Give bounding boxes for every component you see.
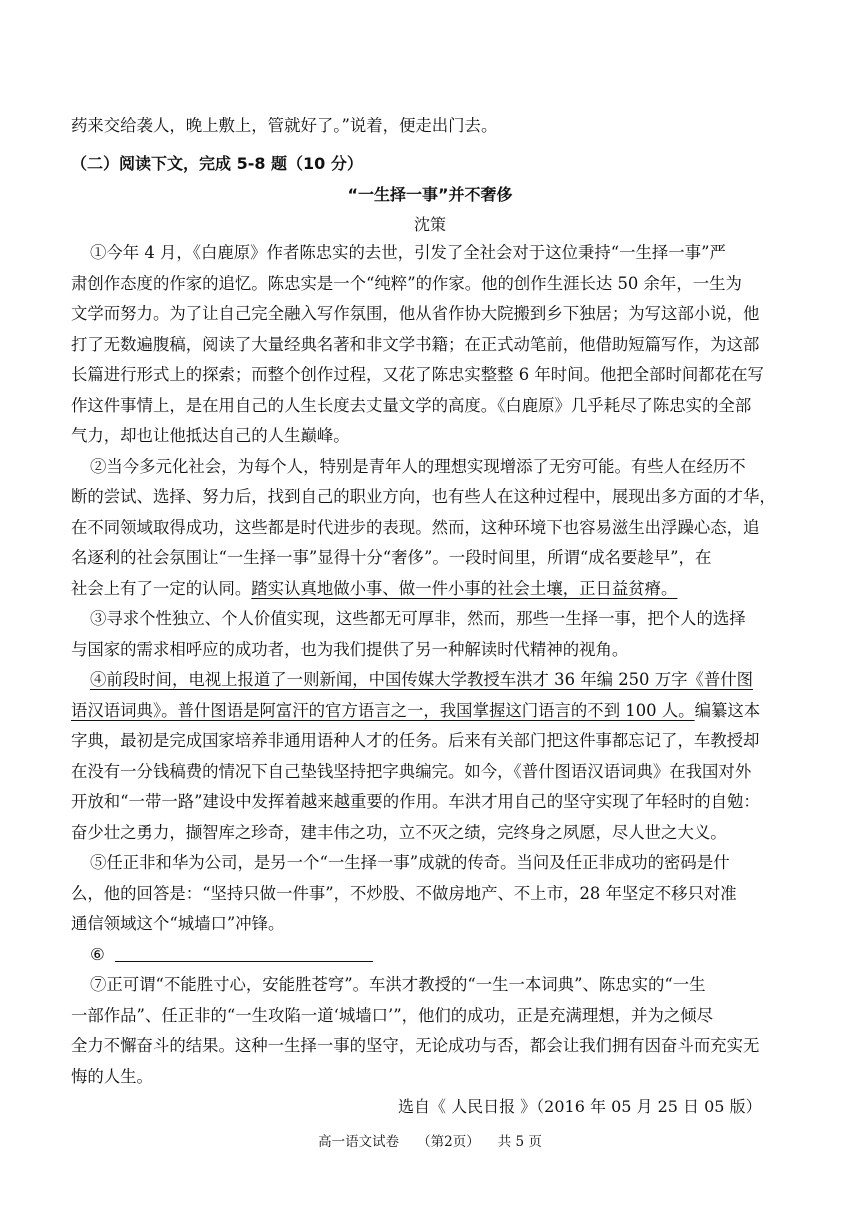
paragraph-7-line: ⑦正可谓“不能胜寸心，安能胜苍穹”。车洪才教授的“一生一本词典”、陈忠实的“一生 bbox=[90, 975, 706, 994]
paragraph-5-line: 么，他的回答是：“坚持只做一件事”，不炒股、不做房地产、不上市，28 年坚定不移只对准 bbox=[71, 884, 737, 903]
paragraph-2-line bbox=[71, 577, 791, 601]
paragraph-1-line: 长篇进行形式上的探索；而整个创作过程，又花了陈忠实整整 6 年时间。他把全部时间都花在写 bbox=[71, 365, 764, 384]
paragraph-1-line: ①今年 4 月，《白鹿原》作者陈忠实的去世，引发了全社会对于这位秉持“一生择一事”严 bbox=[90, 243, 726, 262]
paragraph-1-line: 文学而努力。为了让自己完全融入写作氛围，他从省作协大院搬到乡下独居；为写这部小说，他 bbox=[71, 304, 760, 323]
footer-total-pages: 共 5 页 bbox=[497, 1134, 542, 1150]
paragraph-7-line: 全力不懈奋斗的结果。这种一生择一事的坚守，无论成功与否，都会让我们拥有因奋斗而充实无 bbox=[71, 1036, 760, 1055]
section-heading: （二）阅读下文，完成 5-8 题（10 分） bbox=[71, 154, 363, 173]
article-title: “一生择一事”并不奢侈 bbox=[347, 185, 513, 204]
underlined-sentence: 踏实认真地做小事、做一件小事的社会土壤，正日益贫瘠。 bbox=[251, 579, 678, 598]
paragraph-7-line: 悔的人生。 bbox=[71, 1067, 153, 1086]
paragraph-1-line: 作这件事情上，是在用自己的人生长度去丈量文学的高度。《白鹿原》几乎耗尽了陈忠实的全部 bbox=[71, 396, 752, 415]
paragraph-6-line bbox=[90, 943, 810, 967]
paragraph-3-line: 与国家的需求相呼应的成功者，也为我们提供了另一种解读时代精神的视角。 bbox=[71, 640, 629, 659]
paragraph-4-underlined-line: ④前段时间，电视上报道了一则新闻，中国传媒大学教授车洪才 36 年编 250 万字《普什图 bbox=[90, 670, 754, 689]
paragraph-4-text: 编纂这本 bbox=[694, 701, 761, 720]
paragraph-5-line: 通信领域这个“城墙口”冲锋。 bbox=[71, 914, 285, 933]
paragraph-1-line: 气力，却也让他抵达自己的人生巅峰。 bbox=[71, 426, 350, 445]
article-author: 沈策 bbox=[413, 215, 446, 234]
paragraph-2-text: 社会上有了一定的认同。 bbox=[71, 579, 252, 598]
paragraph-4-line: 开放和“一带一路”建设中发挥着越来越重要的作用。车洪才用自己的坚守实现了年轻时的自勉： bbox=[71, 792, 760, 811]
article-source: 选自《 人民日报 》（2016 年 05 月 25 日 05 版） bbox=[398, 1097, 762, 1116]
paragraph-2-line: ②当今多元化社会，为每个人，特别是青年人的理想实现增添了无穷可能。有些人在经历不 bbox=[90, 457, 746, 476]
paragraph-4-line: 奋少壮之勇力，撷智库之珍奇，建丰伟之功，立不灭之绩，完终身之夙愿，尽人世之大义。 bbox=[71, 823, 727, 842]
paragraph-6-marker: ⑥ bbox=[90, 945, 105, 964]
answer-blank[interactable] bbox=[115, 960, 373, 962]
paragraph-1-line: 肃创作态度的作家的追忆。陈忠实是一个“纯粹”的作家。他的创作生涯长达 50 余年，一生为 bbox=[71, 274, 742, 293]
paragraph-1-line: 打了无数遍腹稿，阅读了大量经典名著和非文学书籍；在正式动笔前，他借助短篇写作，为这部 bbox=[71, 335, 760, 354]
paragraph-3-line: ③寻求个性独立、个人价值实现，这些都无可厚非，然而，那些一生择一事，把个人的选择 bbox=[90, 609, 746, 628]
paragraph-2-line: 在不同领域取得成功，这些都是时代进步的表现。然而，这种环境下也容易滋生出浮躁心态，追 bbox=[71, 518, 760, 537]
paragraph-2-line: 名逐利的社会氛围让“一生择一事”显得十分“奢侈”。一段时间里，所谓“成名要趁早”，在 bbox=[71, 548, 712, 567]
paragraph-4-line: 字典，最初是完成国家培养非通用语种人才的任务。后来有关部门把这件事都忘记了，车教授却 bbox=[71, 731, 760, 750]
underlined-sentence: 语汉语词典》。普什图语是阿富汗的官方语言之一，我国掌握这门语言的不到 100 人。 bbox=[71, 701, 695, 720]
previous-passage-ending: 药来交给袭人，晚上敷上，管就好了。”说着，便走出门去。 bbox=[71, 116, 498, 135]
paragraph-5-line: ⑤任正非和华为公司，是另一个“一生择一事”成就的传奇。当问及任正非成功的密码是什 bbox=[90, 853, 730, 872]
paragraph-4-line: 在没有一分钱稿费的情况下自己垫钱坚持把字典编完。如今，《普什图语汉语词典》在我国对外 bbox=[71, 762, 752, 781]
paragraph-2-line: 断的尝试、选择、努力后，找到自己的职业方向，也有些人在这种过程中，展现出多方面的才华， bbox=[71, 487, 776, 506]
page-footer bbox=[0, 1130, 860, 1154]
footer-page-number: （第2页） bbox=[417, 1134, 480, 1150]
footer-title: 高一语文试卷 bbox=[318, 1134, 400, 1150]
paragraph-4-line bbox=[71, 699, 791, 723]
paragraph-7-line: 一部作品”、任正非的“一生攻陷一道‘城墙口’”，他们的成功，正是充满理想，并为之倾尽 bbox=[71, 1006, 714, 1025]
